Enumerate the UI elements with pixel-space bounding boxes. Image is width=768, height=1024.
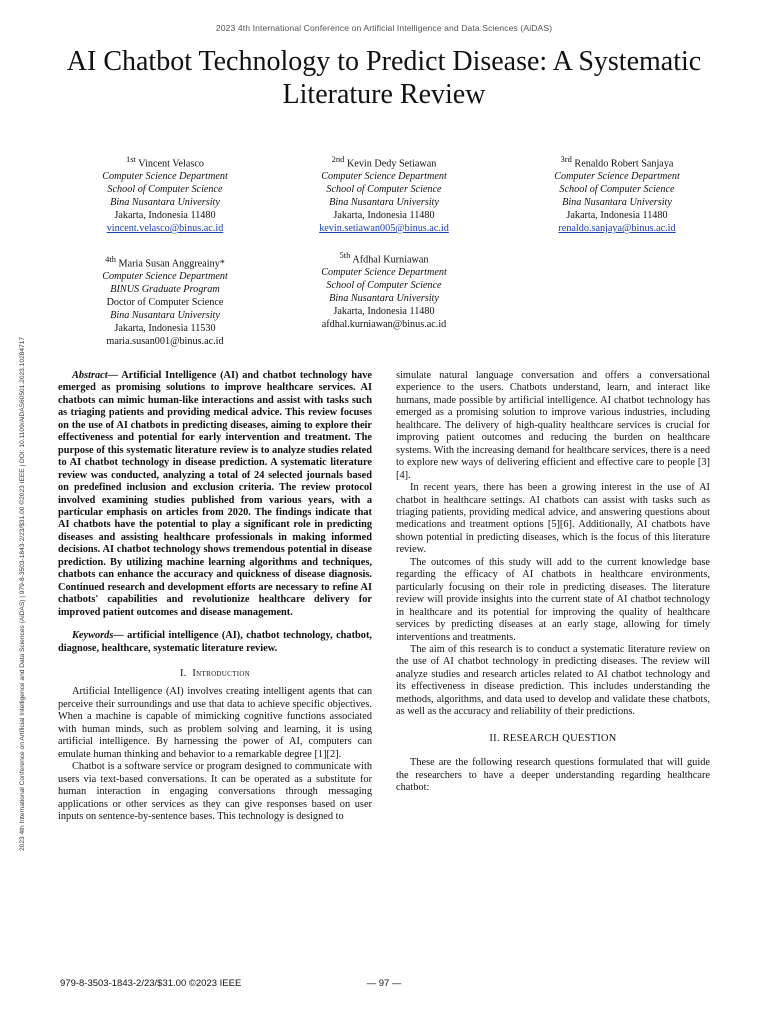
author-block-3 [512, 153, 722, 236]
intro-paragraph-5: The outcomes of this study will add to the current knowledge base regarding the efficacy of AI chatbots in healthcare environments, particularly focusing on their role in predicting diseases. The literature review will provide insights into the current state of AI chatbot technology in healthcare and its potential for improving the quality of healthcare services by predicting diseases at an early stage, allowing for timely interventions and treatments. [396, 556, 710, 643]
intro-paragraph-4: In recent years, there has been a growing interest in the use of AI chatbot in healthcare settings. AI chatbots can assist with tasks such as triaging patients, providing medical advice, and answering questions about medications and treatment options [5][6]. Additionally, AI chatbots have shown potential in predicting diseases, which is the focus of this literature review. [396, 482, 710, 556]
author-city: Jakarta, Indonesia 11480 [566, 210, 668, 222]
author-ordinal: 1st [126, 154, 136, 164]
author-city: Jakarta, Indonesia 11480 [333, 210, 435, 222]
right-column [396, 370, 710, 795]
abstract-lead: Abstract— [72, 370, 118, 381]
author-school: School of Computer Science [326, 184, 442, 196]
research-question-paragraph: These are the following research questions formulated that will guide the researchers to have a deeper understanding regarding healthcare chatbot: [396, 757, 710, 794]
author-name: Afdhal Kurniawan [352, 254, 429, 266]
intro-paragraph-3: simulate natural language conversation and offers a conversational experience to the users. Chatbots understand, learn, and interact like humans, made possible by artificial intelligence. AI chatbot technology has emerged as a promising solution to improve various industries, including healthcare. The delivery of high-quality healthcare services is crucial for improving patient outcomes and reducing the burden on healthcare systems. With the increasing demand for healthcare services, there is a need to explore new ways of delivering efficient and effective care to people [3][4]. [396, 370, 710, 481]
author-ordinal: 5th [339, 250, 351, 260]
author-department: Computer Science Department [321, 171, 447, 183]
intro-paragraph-1: Artificial Intelligence (AI) involves creating intelligent agents that can perceive their surroundings and use that data to achieve specific objectives. When a machine is capable of mimicking cognitive functions associated with human minds, such as problem solving and learning, it is using artificial intelligence. By harnessing the power of AI, computers can emulate human thinking and behavior to a remarkable degree [1][2]. [58, 686, 372, 760]
author-block-4 [58, 253, 272, 349]
abstract-text: Artificial Intelligence (AI) and chatbot technology have emerged as promising solutions to improve healthcare services. AI chatbots can mimic human-like interactions and assist with tasks such as triaging patients and providing medical advice. This review focuses on the use of AI chatbots in predicting diseases, aiming to explore their effectiveness and potential for early intervention and treatment. The purpose of this systematic literature review is to analyze studies related to AI chatbot technology in disease prediction. A systematic literature review was conducted, analyzing a total of 24 selected journals based on predefined inclusion and exclusion criteria. The review protocol involved examining studies published from various years, with a particular emphasis on articles from 2020. The findings indicate that AI chatbots have the potential to play a significant role in predicting diseases and assisting healthcare professionals in making informed decisions. AI chatbot technology shows tremendous potential in disease prediction. By utilizing machine learning algorithms and techniques, chatbots can enhance the accuracy and quickness of disease diagnosis. Continued research and development efforts are necessary to refine AI chatbots' capabilities and revolutionize healthcare delivery for improved patient outcomes and disease management. [58, 370, 372, 618]
author-name: Maria Susan Anggreainy* [118, 258, 225, 270]
left-column [58, 370, 372, 823]
conference-header: 2023 4th International Conference on Artificial Intelligence and Data Sciences (AiDAS) [215, 23, 553, 33]
author-name: Vincent Velasco [138, 158, 204, 170]
author-university: Bina Nusantara University [110, 310, 220, 322]
page-number: — 97 — [366, 978, 402, 989]
author-department: Computer Science Department [321, 267, 447, 279]
author-school: School of Computer Science [559, 184, 675, 196]
author-ordinal: 3rd [560, 154, 572, 164]
section-heading-research-question: II. RESEARCH QUESTION [489, 732, 617, 744]
author-university: Bina Nusantara University [329, 293, 439, 305]
author-email-link[interactable]: renaldo.sanjaya@binus.ac.id [558, 222, 676, 234]
author-school: School of Computer Science [326, 280, 442, 292]
author-department: Computer Science Department [554, 171, 680, 183]
author-city: Jakarta, Indonesia 11480 [333, 306, 435, 318]
intro-paragraph-2: Chatbot is a software service or program designed to communicate with users via text-based conversations. It can be operated as a substitute for human interaction in engaging conversations through messaging applications or other services as they can give responses based on user inputs on sentence-by-sentence bases. This technology is designed to [58, 761, 372, 822]
author-university: Bina Nusantara University [329, 197, 439, 209]
author-name: Kevin Dedy Setiawan [346, 158, 437, 170]
author-block-2 [280, 153, 488, 236]
author-email: maria.susan001@binus.ac.id [106, 335, 224, 347]
author-city: Jakarta, Indonesia 11530 [114, 322, 216, 334]
author-department: Computer Science Department [102, 171, 228, 183]
author-email: afdhal.kurniawan@binus.ac.id [321, 318, 447, 330]
author-name: Renaldo Robert Sanjaya [574, 158, 674, 170]
author-ordinal: 2nd [331, 154, 345, 164]
keywords-lead: Keywords— [72, 630, 124, 642]
keywords-text: artificial intelligence (AI), chatbot technology, chatbot, diagnose, healthcare, systematic literature review. [58, 630, 372, 654]
author-email-link[interactable]: kevin.setiawan005@binus.ac.id [319, 222, 449, 234]
section-heading-introduction: I. Introduction [179, 667, 251, 679]
author-university: Bina Nusantara University [110, 197, 220, 209]
keywords [58, 630, 372, 655]
author-email-link[interactable]: vincent.velasco@binus.ac.id [106, 222, 224, 234]
intro-paragraph-6: The aim of this research is to conduct a systematic literature review on the use of AI chatbot technology in predicting diseases. The review will analyze studies and research articles related to AI chatbot technology and its effectiveness in disease prediction. This includes understanding the methods, algorithms, and data used to develop and validate these chatbots, as well as the accuracy and reliability of their predictions. [396, 643, 710, 718]
footer-isbn: 979-8-3503-1843-2/23/$31.00 ©2023 IEEE [60, 978, 242, 989]
abstract [58, 370, 372, 619]
author-ordinal: 4th [105, 254, 116, 264]
author-degree: Doctor of Computer Science [106, 297, 224, 309]
author-school: School of Computer Science [107, 184, 223, 196]
author-city: Jakarta, Indonesia 11480 [114, 210, 216, 222]
author-department: Computer Science Department [102, 271, 228, 283]
paper-title: AI Chatbot Technology to Predict Disease: A Systematic Literature Review [66, 46, 702, 110]
side-doi-strip: 2023 4th International Conference on Artificial Intelligence and Data Sciences (AiDAS) | 979-8-3503-1843-2/23/$31.00 ©2023 IEEE | DOI: 10.1109/AiDAS60501.2023.10284717 [19, 336, 26, 852]
author-program: BINUS Graduate Program [110, 284, 220, 296]
author-block-5 [280, 249, 488, 332]
author-university: Bina Nusantara University [562, 197, 672, 209]
author-block-1 [58, 153, 272, 236]
